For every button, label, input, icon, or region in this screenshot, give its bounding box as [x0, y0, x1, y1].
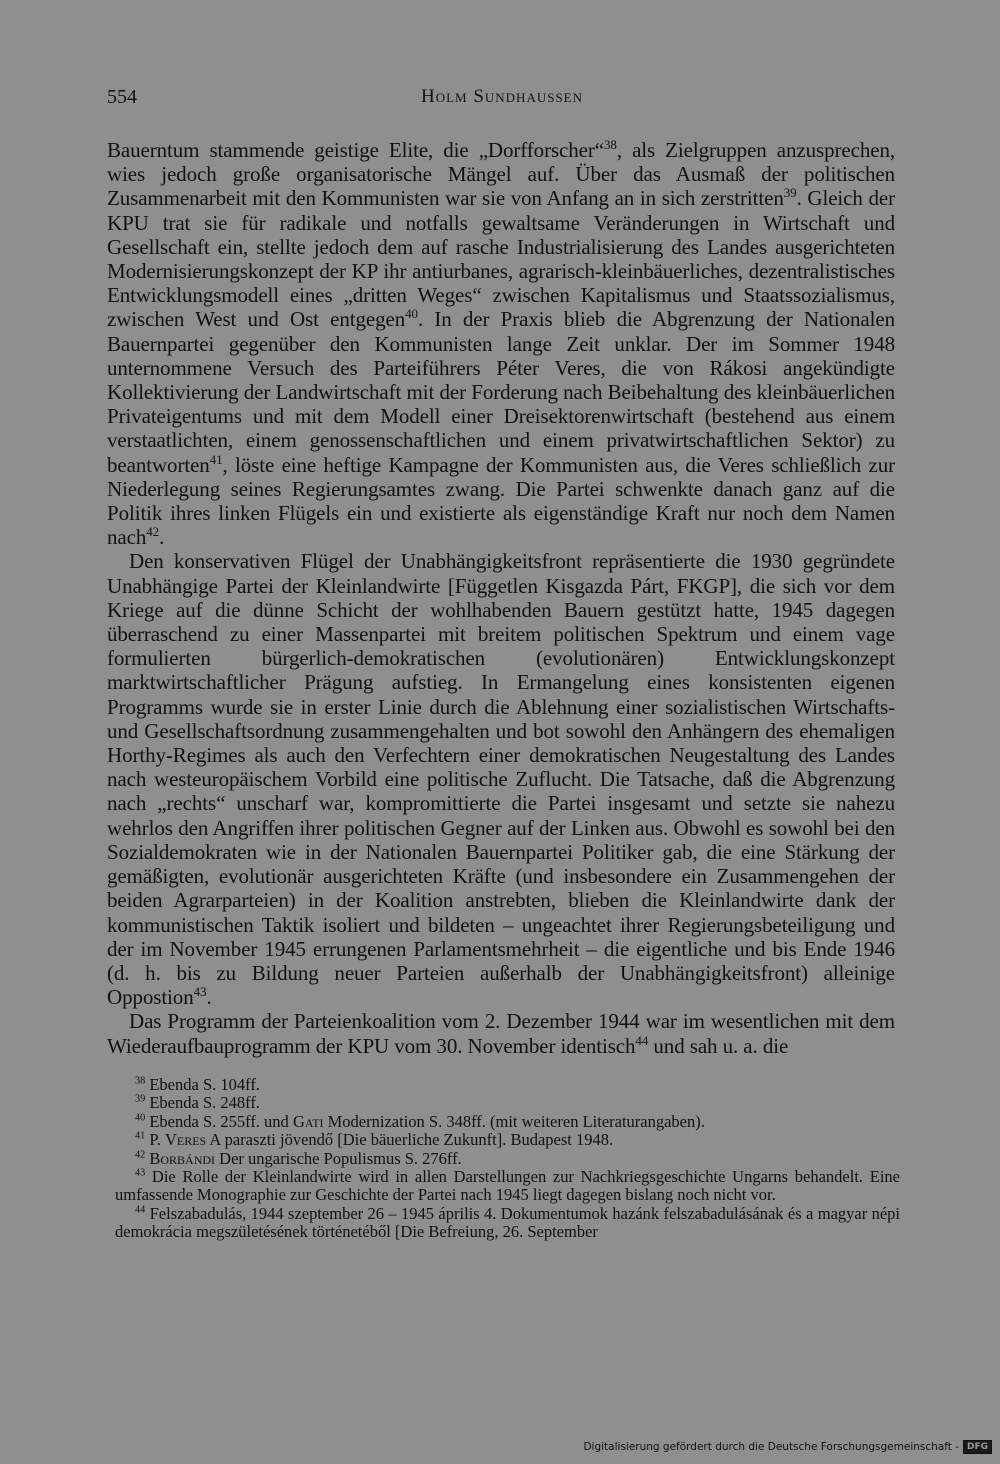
footnote-40 — [115, 1113, 900, 1131]
page-header — [107, 86, 897, 116]
paragraph-3 — [107, 1009, 895, 1057]
footnote-text: Ebenda S. 104ff. — [145, 1075, 260, 1094]
page-number: 554 — [107, 86, 137, 108]
text-run: Den konservativen Flügel der Unabhängigkeitsfront repräsentierte die 1930 gegründete Unabhängige Partei der Kleinlandwirte [Független Kisgazda Párt, FKGP], die sich vor dem Kriege auf die dünne Schicht der wohlhabenden Bauern gestützt hatte, 1945 dagegen überraschend zu einer Massenpartei mit breitem politischen Spektrum und einem vage formulierten bürgerlich-demokratischen (evolutionären) Entwicklungskonzept marktwirtschaftlicher Prägung aufstieg. In Ermangelung eines konsistenten eigenen Programms wurde sie in erster Linie durch die Ablehnung einer sozialistischen Wirtschafts- und Gesellschaftsordnung zusammengehalten und bot sowohl den Anhängern des ehemaligen Horthy-Regimes als auch den Verfechtern einer demokratischen Neugestaltung des Landes nach westeuropäischem Vorbild eine politische Zuflucht. Die Tatsache, daß die Abgrenzung nach „rechts“ unscharf war, kompromittierte die Partei insgesamt und setzte sie nahezu wehrlos den Angriffen ihrer politischen Gegner auf der Linken aus. Obwohl es sowohl bei den Sozialdemokraten wie in der Nationalen Bauernpartei Politiker gab, die eine Stärkung der gemäßigten, evolutionär ausgerichteten Kräfte (und insbesondere ein Zusammengehen der beiden Agrarparteien) in der Koalition anstrebten, blieben die Kleinlandwirte dank der kommunistischen Taktik isoliert und bildeten – ungeachtet ihrer Regierungsbeteiligung und der im November 1945 errungenen Parlamentsmehrheit – die eigentliche und bis Ende 1946 (d. h. bis zu Bildung neuer Parteien außerhalb der Unabhängigkeitsfront) alleinige Oppostion — [107, 549, 895, 1010]
text-run: . — [206, 985, 212, 1010]
running-title: Holm Sundhaussen — [420, 86, 584, 107]
footnote-number: 38 — [135, 1075, 146, 1087]
footnote-text: Die Rolle der Kleinlandwirte wird in allen Darstellungen zur Nachkriegsgeschichte Ungarns behandelt. Eine umfassende Monographie zur Geschichte der Partei nach 1945 liegt dagegen bislang noch nicht vor. — [115, 1167, 900, 1205]
footnote-38 — [115, 1076, 900, 1094]
footnote-text: Modernization S. 348ff. (mit weiteren Literaturangaben). — [323, 1111, 705, 1131]
digitization-credit — [583, 1440, 992, 1454]
footnote-ref-38: 38 — [604, 137, 617, 152]
text-run: und sah u. a. die — [648, 1033, 789, 1058]
footnote-number: 42 — [135, 1149, 146, 1161]
footnote-ref-40: 40 — [405, 306, 418, 322]
footnote-42 — [115, 1150, 900, 1168]
footnote-ref-43: 43 — [193, 984, 207, 1000]
footnote-text: Der ungarische Populismus S. 276ff. — [215, 1148, 462, 1168]
footnote-text: P. — [145, 1130, 165, 1150]
footnote-author: Gati — [292, 1111, 324, 1131]
footnote-ref-39: 39 — [783, 185, 797, 201]
footnote-39 — [115, 1094, 900, 1112]
footnote-number: 43 — [135, 1167, 146, 1179]
dfg-logo: DFG — [963, 1440, 992, 1454]
paragraph-2 — [107, 549, 895, 1009]
footnote-text: A paraszti jövendő [Die bäuerliche Zukunft]. Budapest 1948. — [206, 1130, 614, 1150]
footnote-41 — [115, 1131, 900, 1149]
text-run: , als Zielgruppen anzusprechen, wies jedoch große organisatorische Mängel auf. Über das Ausmaß der politischen Zusammenarbeit mit den Kommunisten war sie von Anfang an in sich zerstritten — [107, 138, 895, 211]
footnote-ref-42: 42 — [146, 524, 160, 540]
footnote-author: Borbándi — [145, 1148, 216, 1168]
footnote-43 — [115, 1168, 900, 1205]
text-run: , löste eine heftige Kampagne der Kommunisten aus, die Veres schließlich zur Niederlegung seines Regierungsamtes zwang. Die Partei schwenkte danach ganz auf die Politik ihres linken Flügels ein und existierte als eigenständige Kraft nur noch dem Namen nach — [107, 452, 895, 550]
text-run: . Gleich der KPU trat sie für radikale und notfalls gewaltsame Veränderungen in Wirtschaft und Gesellschaft ein, stellte jedoch dem auf rasche Industrialisierung des Landes ausgerichteten Modernisierungskonzept der KP ihr antiurbanes, agrarisch-kleinbäuerliches, dezentralistisches Entwicklungsmodell eines „dritten Weges“ zwischen Kapitalismus und Staatssozialismus, zwischen West und Ost entgegen — [107, 186, 896, 332]
body-text — [107, 138, 895, 1058]
text-run: Das Programm der Parteienkoalition vom 2. Dezember 1944 war im wesentlichen mit dem Wiederaufbauprogramm der KPU vom 30. November identisch — [107, 1009, 895, 1058]
footnote-number: 44 — [135, 1204, 146, 1216]
footnote-44 — [115, 1205, 900, 1242]
footnote-text: Felszabadulás, 1944 szeptember 26 – 1945 április 4. Dokumentumok hazánk felszabadulásának és a magyar népi demokrácia megszületésének történetéből [Die Befreiung, 26. September — [115, 1203, 900, 1242]
footnote-ref-44: 44 — [635, 1032, 649, 1048]
paragraph-1 — [107, 138, 895, 549]
footnote-text: Ebenda S. 248ff. — [145, 1093, 260, 1113]
text-run: . In der Praxis blieb die Abgrenzung der Nationalen Bauernpartei gegenüber den Kommunisten lange Zeit unklar. Der im Sommer 1948 unternommene Versuch des Parteiführers Péter Veres, die von Rákosi angekündigte Kollektivierung der Landwirtschaft mit der Forderung nach Beibehaltung des kleinbäuerlichen Privateigentums und mit dem Modell einer Dreisektorenwirtschaft (bestehend aus einem verstaatlichten, einem genossenschaftlichen und einem privatwirtschaftlichen Sektor) zu beantworten — [107, 307, 895, 477]
footnote-number: 41 — [135, 1130, 146, 1142]
credit-text: Digitalisierung gefördert durch die Deutsche Forschungsgemeinschaft - — [583, 1441, 959, 1453]
text-run: . — [159, 525, 165, 550]
text-run: Bauerntum stammende geistige Elite, die „Dorfforscher“ — [107, 138, 605, 162]
footnote-ref-41: 41 — [209, 451, 223, 467]
footnote-number: 40 — [135, 1112, 146, 1124]
footnote-number: 39 — [135, 1093, 146, 1105]
footnote-author: Veres — [164, 1130, 207, 1150]
footnote-text: Ebenda S. 255ff. und — [145, 1111, 293, 1131]
footnotes — [115, 1076, 900, 1242]
